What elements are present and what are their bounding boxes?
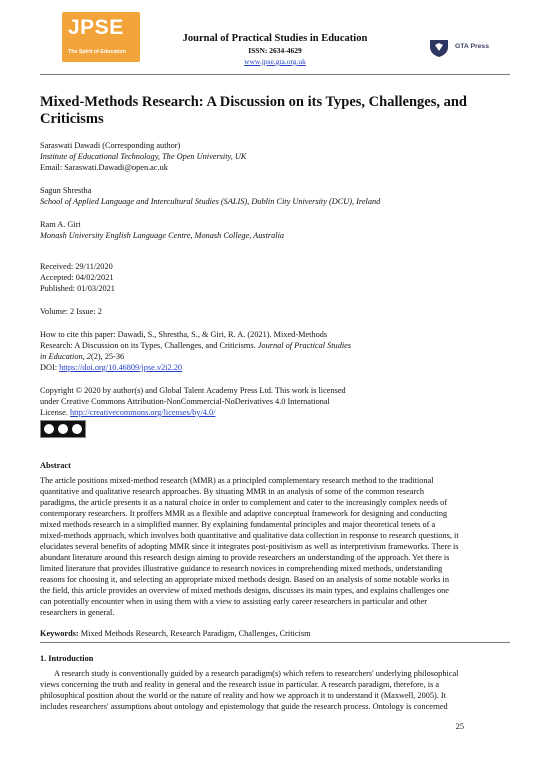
copyright-block — [40, 385, 510, 438]
abstract-line: abundant literature around this research design aiming to provide researchers an understanding of the approach. Yet there is — [40, 553, 450, 562]
abstract-line: mixed-methods approach, which involves both quantitative and qualitative data collection in response to research questions, it — [40, 531, 459, 540]
page-number: 25 — [455, 722, 464, 731]
author-block-3 — [40, 219, 510, 241]
journal-issn: ISSN: 2634-4629 — [248, 46, 302, 55]
abstract-line: mixed methods research in a simplified manner. By explaining fundamental principles and major theoretical tenets of a — [40, 520, 436, 529]
header-divider — [40, 74, 510, 75]
author-name: Sagun Shrestha — [40, 186, 92, 195]
volume-info: Volume: 2 Issue: 2 — [40, 307, 102, 316]
citation-block — [40, 329, 510, 373]
copyright-line: Copyright © 2020 by author(s) and Global Talent Academy Press Ltd. This work is licensed — [40, 386, 346, 395]
author-affiliation: Institute of Educational Technology, The Open University, UK — [40, 152, 247, 161]
author-affiliation: Monash University English Language Centre, Monash College, Australia — [40, 231, 285, 240]
publisher-name: GTA Press — [455, 43, 489, 50]
journal-url-link[interactable]: www.jpse.gta.org.uk — [244, 57, 306, 66]
intro-line: philosophical position about the world or the nature of reality and how we approach it to understand it (Maxwell, 2005). It — [40, 691, 446, 700]
abstract-line: reasons for choosing it, and selecting an appropriate mixed methods design. Based on an analysis of some notable works in — [40, 575, 449, 584]
copyright-line: License. http://creativecommons.org/licenses/by/4.0/ — [40, 408, 216, 417]
citation-line: in Education, 2(2), 25-36 — [40, 352, 125, 361]
abstract-heading: Abstract — [40, 461, 71, 470]
copyright-line: under Creative Commons Attribution-NonCommercial-NoDerivatives 4.0 International — [40, 397, 330, 406]
logo-tagline: The Spirit of Education — [68, 49, 126, 55]
abstract-line: can potentially encounter when in using them with a view to assisting early career researchers in particular and other — [40, 597, 428, 606]
abstract-line: elucidates several benefits of adopting MMR since it integrates post-positivism as well as interpretivism frameworks. There is — [40, 542, 459, 551]
journal-header — [150, 33, 400, 66]
doi-line: DOI: https://doi.org/10.46809/jpse.v2i2.20 — [40, 363, 183, 372]
article-dates — [40, 261, 510, 294]
author-block-2 — [40, 185, 510, 207]
doi-link[interactable]: https://doi.org/10.46809/jpse.v2i2.20 — [59, 363, 183, 372]
author-name: Ram A. Giri — [40, 220, 81, 229]
shield-icon — [428, 38, 450, 58]
journal-logo — [62, 12, 140, 62]
abstract-line: The article positions mixed-method research (MMR) as a principled complementary research method to the traditional — [40, 476, 434, 485]
author-name: Saraswati Dawadi (Corresponding author) — [40, 141, 181, 150]
keywords: Keywords: Mixed Methods Research, Research Paradigm, Challenges, Criticism — [40, 628, 510, 643]
cc-license-badge-icon[interactable] — [40, 420, 86, 438]
intro-line: views concerning the truth and reality in general and the research issue in particular. A research paradigm, therefore, is a — [40, 680, 440, 689]
abstract-line: contemporary researchers. It proffers MMR as a flexible and adaptive conceptual framework for designing and conducting — [40, 509, 448, 518]
introduction-heading: 1. Introduction — [40, 654, 94, 663]
intro-line: A research study is conventionally guided by a research paradigm(s) which refers to researchers' underlying philosophical — [54, 669, 459, 678]
article-title: Mixed-Methods Research: A Discussion on its Types, Challenges, and Criticisms — [40, 94, 467, 127]
citation-line: How to cite this paper: Dawadi, S., Shrestha, S., & Giri, R. A. (2021). Mixed-Methods — [40, 330, 328, 339]
abstract-text — [40, 475, 510, 618]
intro-line: includes researchers' assumptions about ontology and epistemology that guide the research process. Ontology is concerned — [40, 702, 448, 711]
citation-line: Research: A Discussion on its Types, Challenges, and Criticisms. Journal of Practical Studies — [40, 341, 352, 350]
abstract-line: researchers in general. — [40, 608, 115, 617]
introduction-text — [40, 668, 510, 712]
published-date: Published: 01/03/2021 — [40, 284, 115, 293]
journal-title: Journal of Practical Studies in Education — [182, 33, 368, 44]
abstract-line: limited literature that provides illustrative guidance to research novices in comprehending mixed methods, understanding — [40, 564, 443, 573]
logo-text: JPSE — [68, 16, 124, 39]
received-date: Received: 29/11/2020 — [40, 262, 113, 271]
abstract-line: the field, this article provides an overview of mixed methods designs, discusses its main types, and explains challenges one — [40, 586, 449, 595]
license-link[interactable]: http://creativecommons.org/licenses/by/4.0/ — [69, 408, 216, 417]
abstract-line: quantitative and qualitative research approaches. By situating MMR in an analysis of some of the common research — [40, 487, 425, 496]
abstract-line: paradigms, the article presents it as a natural choice in order to complement and cater to the increasingly complex needs of — [40, 498, 448, 507]
accepted-date: Accepted: 04/02/2021 — [40, 273, 114, 282]
author-affiliation: School of Applied Language and Intercultural Studies (SALIS), Dublin City University (DCU), Ireland — [40, 197, 381, 206]
author-email[interactable]: Email: Saraswati.Dawadi@open.ac.uk — [40, 163, 168, 172]
article-body — [40, 94, 510, 712]
author-block-1 — [40, 140, 510, 173]
